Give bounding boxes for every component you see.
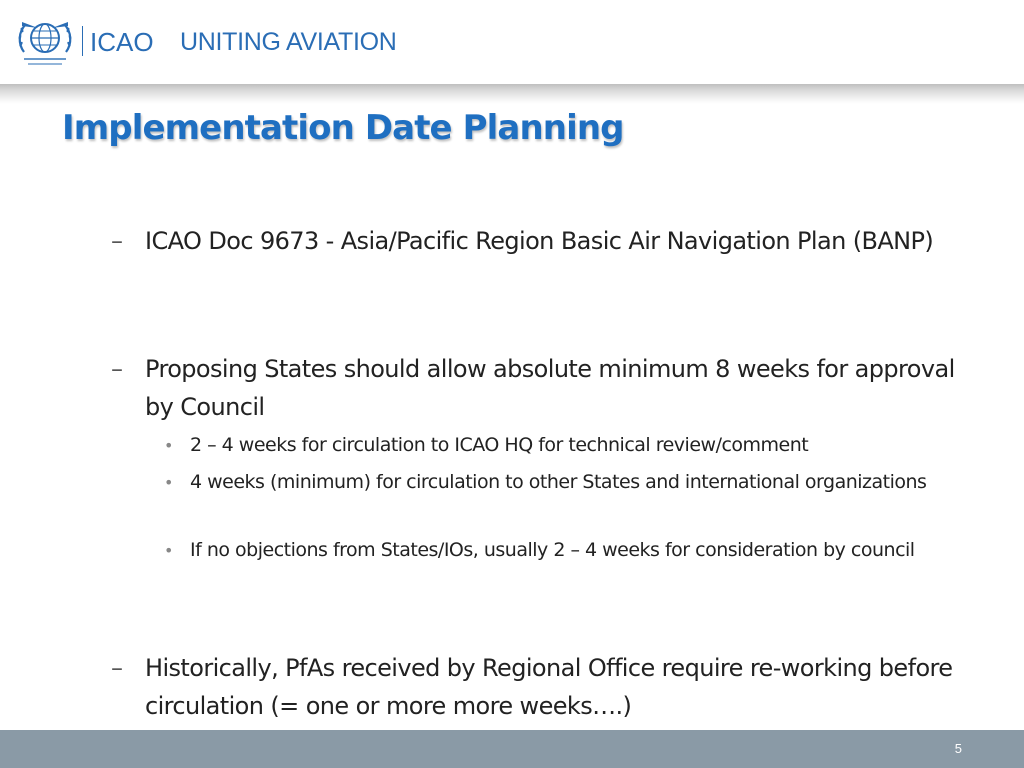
bullet-text: Historically, PfAs received by Regional Office require re-working before circulation (= one or more more weeks….) [145,654,953,720]
dash-marker: – [111,227,123,255]
dot-marker: • [164,436,173,455]
page-number: 5 [954,741,962,756]
brand-tagline: UNITING AVIATION [180,28,397,56]
bullet-item [111,222,965,260]
dash-marker: – [111,355,123,383]
brand-name: ICAO [90,27,154,57]
bullet-text: Proposing States should allow absolute minimum 8 weeks for approval by Council [145,355,955,421]
dot-marker: • [164,473,173,492]
bullet-text: ICAO Doc 9673 - Asia/Pacific Region Basic Air Navigation Plan (BANP) [145,227,934,255]
dash-marker: – [111,654,123,682]
dot-marker: • [164,541,173,560]
slide-title: Implementation Date Planning [62,108,624,148]
sub-bullet-text: If no objections from States/IOs, usually 2 – 4 weeks for consideration by council [190,539,915,561]
sub-bullet-item [164,467,970,498]
sub-bullet-item [164,430,970,461]
sub-bullet-text: 2 – 4 weeks for circulation to ICAO HQ for technical review/comment [190,434,809,456]
sub-bullet-item [164,535,970,566]
bullet-item [111,649,965,725]
sub-bullet-text: 4 weeks (minimum) for circulation to other States and international organizations [190,471,927,493]
slide-footer [0,730,1024,768]
bullet-item [111,350,965,426]
